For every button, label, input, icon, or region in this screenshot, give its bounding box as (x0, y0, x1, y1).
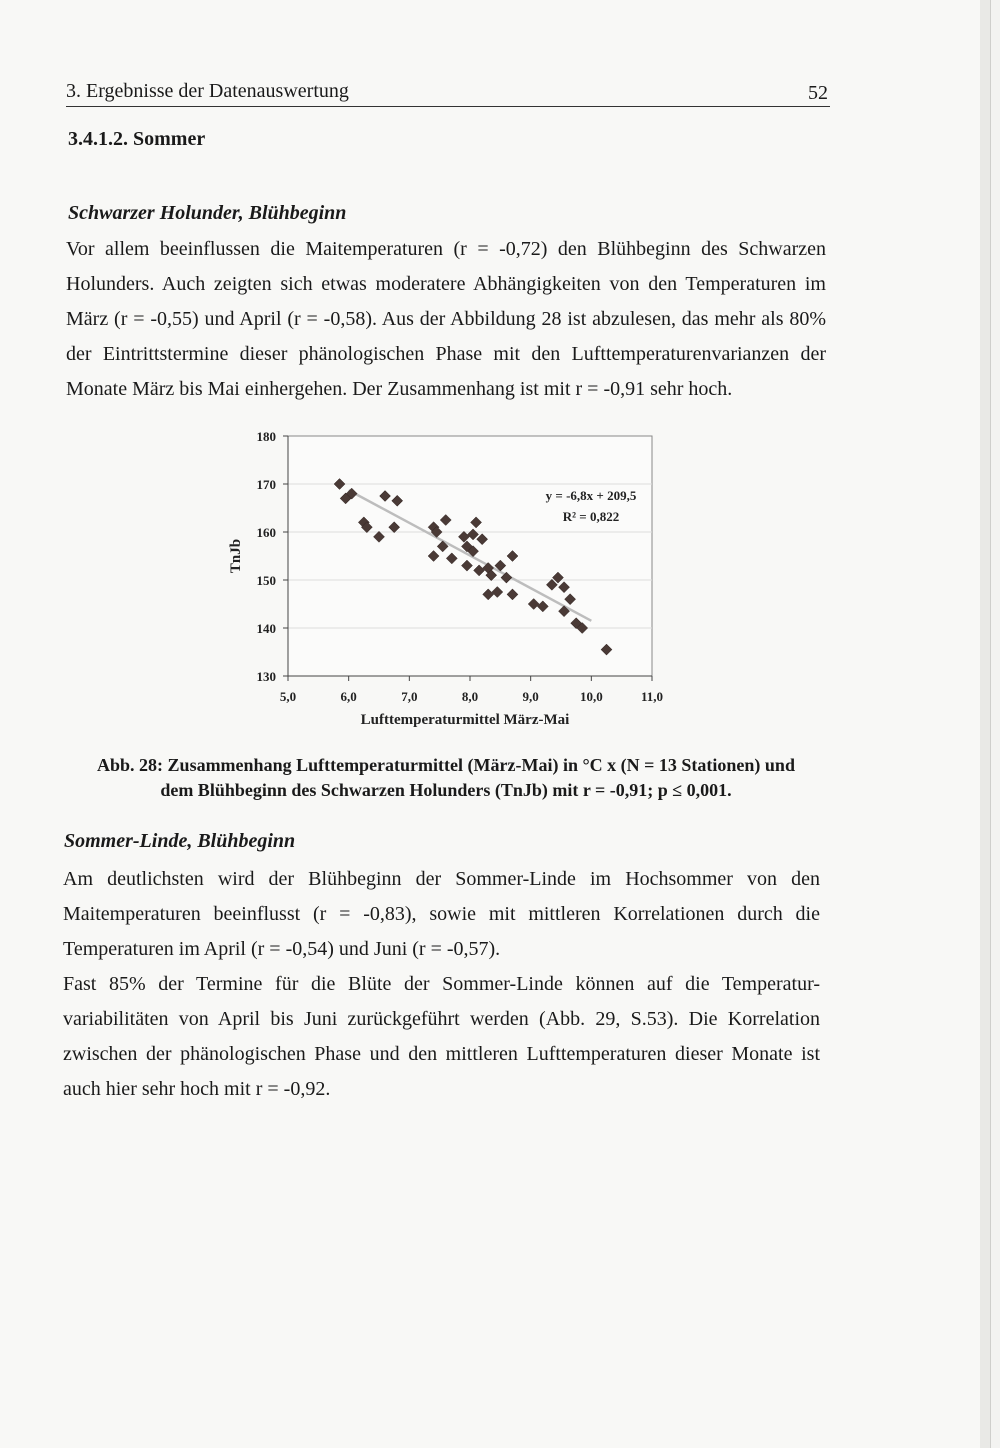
page-header (66, 76, 830, 107)
chapter-title: 3. Ergebnisse der Datenauswertung (66, 80, 349, 102)
x-axis-label: Lufttemperaturmittel März-Mai (360, 712, 570, 728)
scatter-chart (210, 420, 690, 735)
x-tick-label: 10,0 (579, 689, 603, 704)
paragraph-linde (63, 862, 820, 1107)
page-edge (980, 0, 990, 1448)
subsection-title-linde: Sommer-Linde, Blühbeginn (64, 830, 296, 852)
x-tick-label: 5,0 (279, 689, 297, 704)
caption-line-1: Abb. 28: Zusammenhang Lufttemperaturmittel (März-Mai) in °C x (N = 13 Stationen) und (97, 755, 795, 775)
y-tick-label: 180 (256, 429, 276, 444)
y-tick-label: 160 (256, 525, 276, 540)
trend-equation: y = -6,8x + 209,5 (545, 488, 637, 503)
x-tick-label: 11,0 (640, 689, 664, 704)
paragraph-text: Vor allem beeinflussen die Maitemperaturen (r = -0,72) den Blühbeginn des Schwarzen Holunders. Auch zeigten sich etwas moderatere Abhängigkeiten von den Temperaturen im März (r = -0,55) und April (r = -0,58). Aus der Abbildung 28 ist abzulesen, das mehr als 80% der Eintrittstermine dieser phänologischen Phase mit den Lufttemperaturenvarianzen der Monate März bis Mai einhergehen. Der Zusammenhang ist mit r = -0,91 sehr hoch. (66, 238, 826, 400)
paragraph-holunder (66, 232, 826, 407)
subsection-title-holunder: Schwarzer Holunder, Blühbeginn (68, 202, 347, 224)
caption-line-2: dem Blühbeginn des Schwarzen Holunders (TnJb) mit r = -0,91; p ≤ 0,001. (160, 780, 732, 800)
paragraph-text-2: Fast 85% der Termine für die Blüte der Sommer-Linde können auf die Temperatur-variabilitäten von April bis Juni zurückgeführt werden (Abb. 29, S.53). Die Korrelation zwischen der phänologischen Phase und den mittleren Lufttemperaturen dieser Monate ist auch hier sehr hoch mit r = -0,92. (63, 973, 820, 1100)
page-number: 52 (808, 82, 828, 104)
section-title: 3.4.1.2. Sommer (68, 128, 206, 150)
y-tick-label: 170 (256, 477, 276, 492)
x-tick-label: 6,0 (340, 689, 357, 704)
y-tick-label: 150 (256, 573, 276, 588)
trend-r-squared: R² = 0,822 (562, 509, 620, 524)
x-tick-label: 8,0 (461, 689, 479, 704)
figure-caption (66, 753, 826, 803)
x-tick-label: 7,0 (401, 689, 418, 704)
y-tick-label: 140 (256, 621, 276, 636)
chart-svg (210, 420, 690, 735)
y-axis-label: TnJb (228, 538, 244, 574)
paragraph-text-1: Am deutlichsten wird der Blühbeginn der Sommer-Linde im Hochsommer von den Maitemperaturen beeinflusst (r = -0,83), sowie mit mittleren Korrelationen durch die Temperaturen im April (r = -0,54) und Juni (r = -0,57). (63, 868, 820, 960)
y-tick-label: 130 (256, 669, 276, 684)
x-tick-label: 9,0 (522, 689, 539, 704)
